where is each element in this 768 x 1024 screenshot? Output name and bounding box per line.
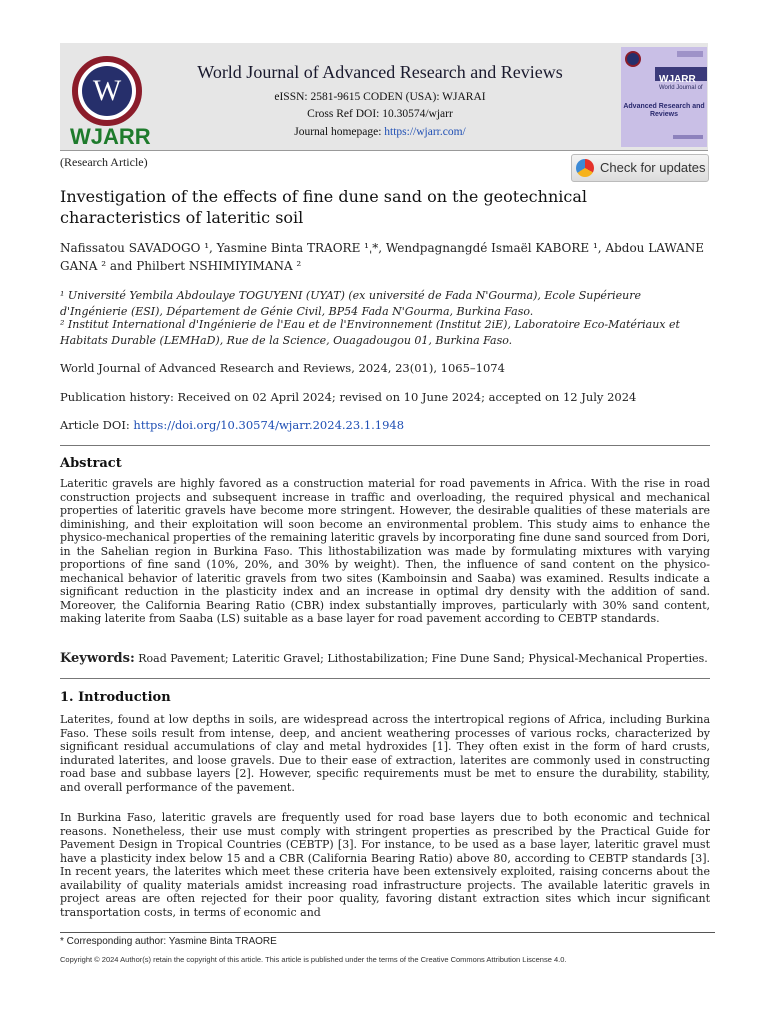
authors-line-1: Nafissatou SAVADOGO ¹, Yasmine Binta TRAORE ¹ˌ*, Wendpagnangdé Ismaël KABORE ¹, Abdou LAWANE [60, 241, 705, 255]
journal-cover-thumbnail [621, 47, 707, 147]
affiliation-2: ² Institut International d'Ingénierie de l'Eau et de l'Environnement (Institut 2iE), Laboratoire Eco-Matériaux et Habitats Durable (LEMHaD), Rue de la Science, Ouagadougou 01, Burkina Faso. [60, 318, 680, 347]
logo-text: WJARR [70, 124, 151, 149]
homepage-link[interactable]: https://wjarr.com/ [384, 126, 466, 138]
footnote-divider [60, 932, 715, 933]
homepage-label: Journal homepage: [294, 126, 385, 138]
homepage-line [150, 126, 610, 138]
abstract-text: Lateritic gravels are highly favored as a construction material for road pavements in Africa. With the rise in road construction projects and subsequent increase in traffic and overloading, the required physical and mechanical properties of lateritic gravels have become more stringent. However, the desirable qualities of these materials are diminishing, and their exploitation will soon become an environmental problem. This study aims to enhance the physico-mechanical properties of the remaining lateritic gravels by incorporating fine dune sand sourced from Dori, in the Sahelian region in Burkina Faso. This lithostabilization was made by formulating mixtures with varying proportions of fine sand (10%, 20%, and 30% by weight). Then, the influence of sand content on the physico-mechanical behavior of lateritic gravels from two sites (Kamboinsin and Saaba) was examined. Results indicate a significant reduction in the plasticity index and an increase in optimal dry density with the addition of sand. Moreover, the California Bearing Ratio (CBR) index substantially improves, particularly with 30% sand content, making laterite from Saaba (LS) suitable as a base layer for road pavement according to CEBTP standards. [60, 477, 710, 625]
journal-logo [70, 54, 150, 148]
intro-heading: 1. Introduction [60, 690, 171, 705]
issn-line: eISSN: 2581-9615 CODEN (USA): WJARAI [274, 91, 486, 103]
cover-sub-text: World Journal of [659, 85, 703, 91]
article-type: (Research Article) [60, 155, 148, 169]
journal-title: World Journal of Advanced Research and Reviews [197, 62, 563, 82]
keywords-text: Road Pavement; Lateritic Gravel; Lithostabilization; Fine Dune Sand; Physical-Mechanical Properties. [134, 652, 708, 665]
intro-paragraph-1: Laterites, found at low depths in soils, are widespread across the intertropical regions of Africa, including Burkina Faso. These soils result from intense, deep, and ancient weathering processes of various rocks, characterized by significant residual accumulations of clay and metal hydroxides [1]. They often exist in the form of hard crusts, indurated laterites, and loose gravels. Due to their ease of extraction, laterites are commonly used in constructing road base and subbase layers [2]. However, specific requirements must be met to ensure the durability, stability, and overall performance of the pavement. [60, 713, 710, 794]
doi-line [60, 417, 710, 433]
affiliation-1: ¹ Université Yembila Abdoulaye TOGUYENI (UYAT) (ex université de Fada N'Gourma), Ecole Supérieure d'Ingénierie (ESI), Département de Génie Civil, BP54 Fada N'Gourma, Burkina Faso. [60, 289, 642, 318]
publication-history: Publication history: Received on 02 April 2024; revised on 10 June 2024; accepted on 12 July 2024 [60, 390, 637, 404]
check-for-updates-button[interactable] [571, 154, 709, 182]
logo-letter: W [82, 66, 132, 116]
crossmark-icon [576, 159, 594, 177]
cover-band-text: WJARR [659, 74, 696, 85]
authors-line-2: GANA ² and Philbert NSHIMIYIMANA ² [60, 259, 302, 273]
keywords-label: Keywords: [60, 651, 135, 666]
crossref-line: Cross Ref DOI: 10.30574/wjarr [307, 108, 453, 120]
header-divider [60, 150, 708, 151]
corresponding-author-footnote: * Corresponding author: Yasmine Binta TRAORE [60, 936, 277, 947]
doi-label: Article DOI: [60, 418, 134, 432]
doi-link[interactable]: https://doi.org/10.30574/wjarr.2024.23.1.1948 [133, 418, 405, 432]
author-list [60, 239, 710, 275]
intro-paragraph-2: In Burkina Faso, lateritic gravels are frequently used for road base layers due to both economic and technical reasons. Nonetheless, their use must comply with stringent properties as prescribed by the Practical Guide for Pavement Design in Tropical Countries (CEBTP) [3]. For instance, to be used as a base layer, lateritic gravel must have a plasticity index below 15 and a CBR (California Bearing Ratio) above 80, according to CEBTP standards [3]. In recent years, the laterites which meet these criteria have been extensively exploited, raising concerns about the availability of quality materials amidst increasing road infrastructure projects. The available lateritic gravels in project areas are often rejected for their poor quality, favoring distant extraction sites which incur significant transportation costs, in terms of economic and [60, 811, 710, 919]
abstract-top-divider [60, 445, 710, 446]
keywords [60, 652, 710, 666]
citation-line: World Journal of Advanced Research and Reviews, 2024, 23(01), 1065–1074 [60, 361, 505, 375]
check-for-updates-label: Check for updates [600, 160, 706, 175]
cover-title-text: Advanced Research and Reviews [623, 103, 705, 118]
copyright-notice: Copyright © 2024 Author(s) retain the copyright of this article. This article is published under the terms of the Creative Commons Attribution Liscense 4.0. [60, 955, 567, 964]
abstract-heading: Abstract [60, 456, 122, 471]
article-title: Investigation of the effects of fine dune sand on the geotechnical characteristics of lateritic soil [60, 187, 587, 227]
intro-top-divider [60, 678, 710, 679]
